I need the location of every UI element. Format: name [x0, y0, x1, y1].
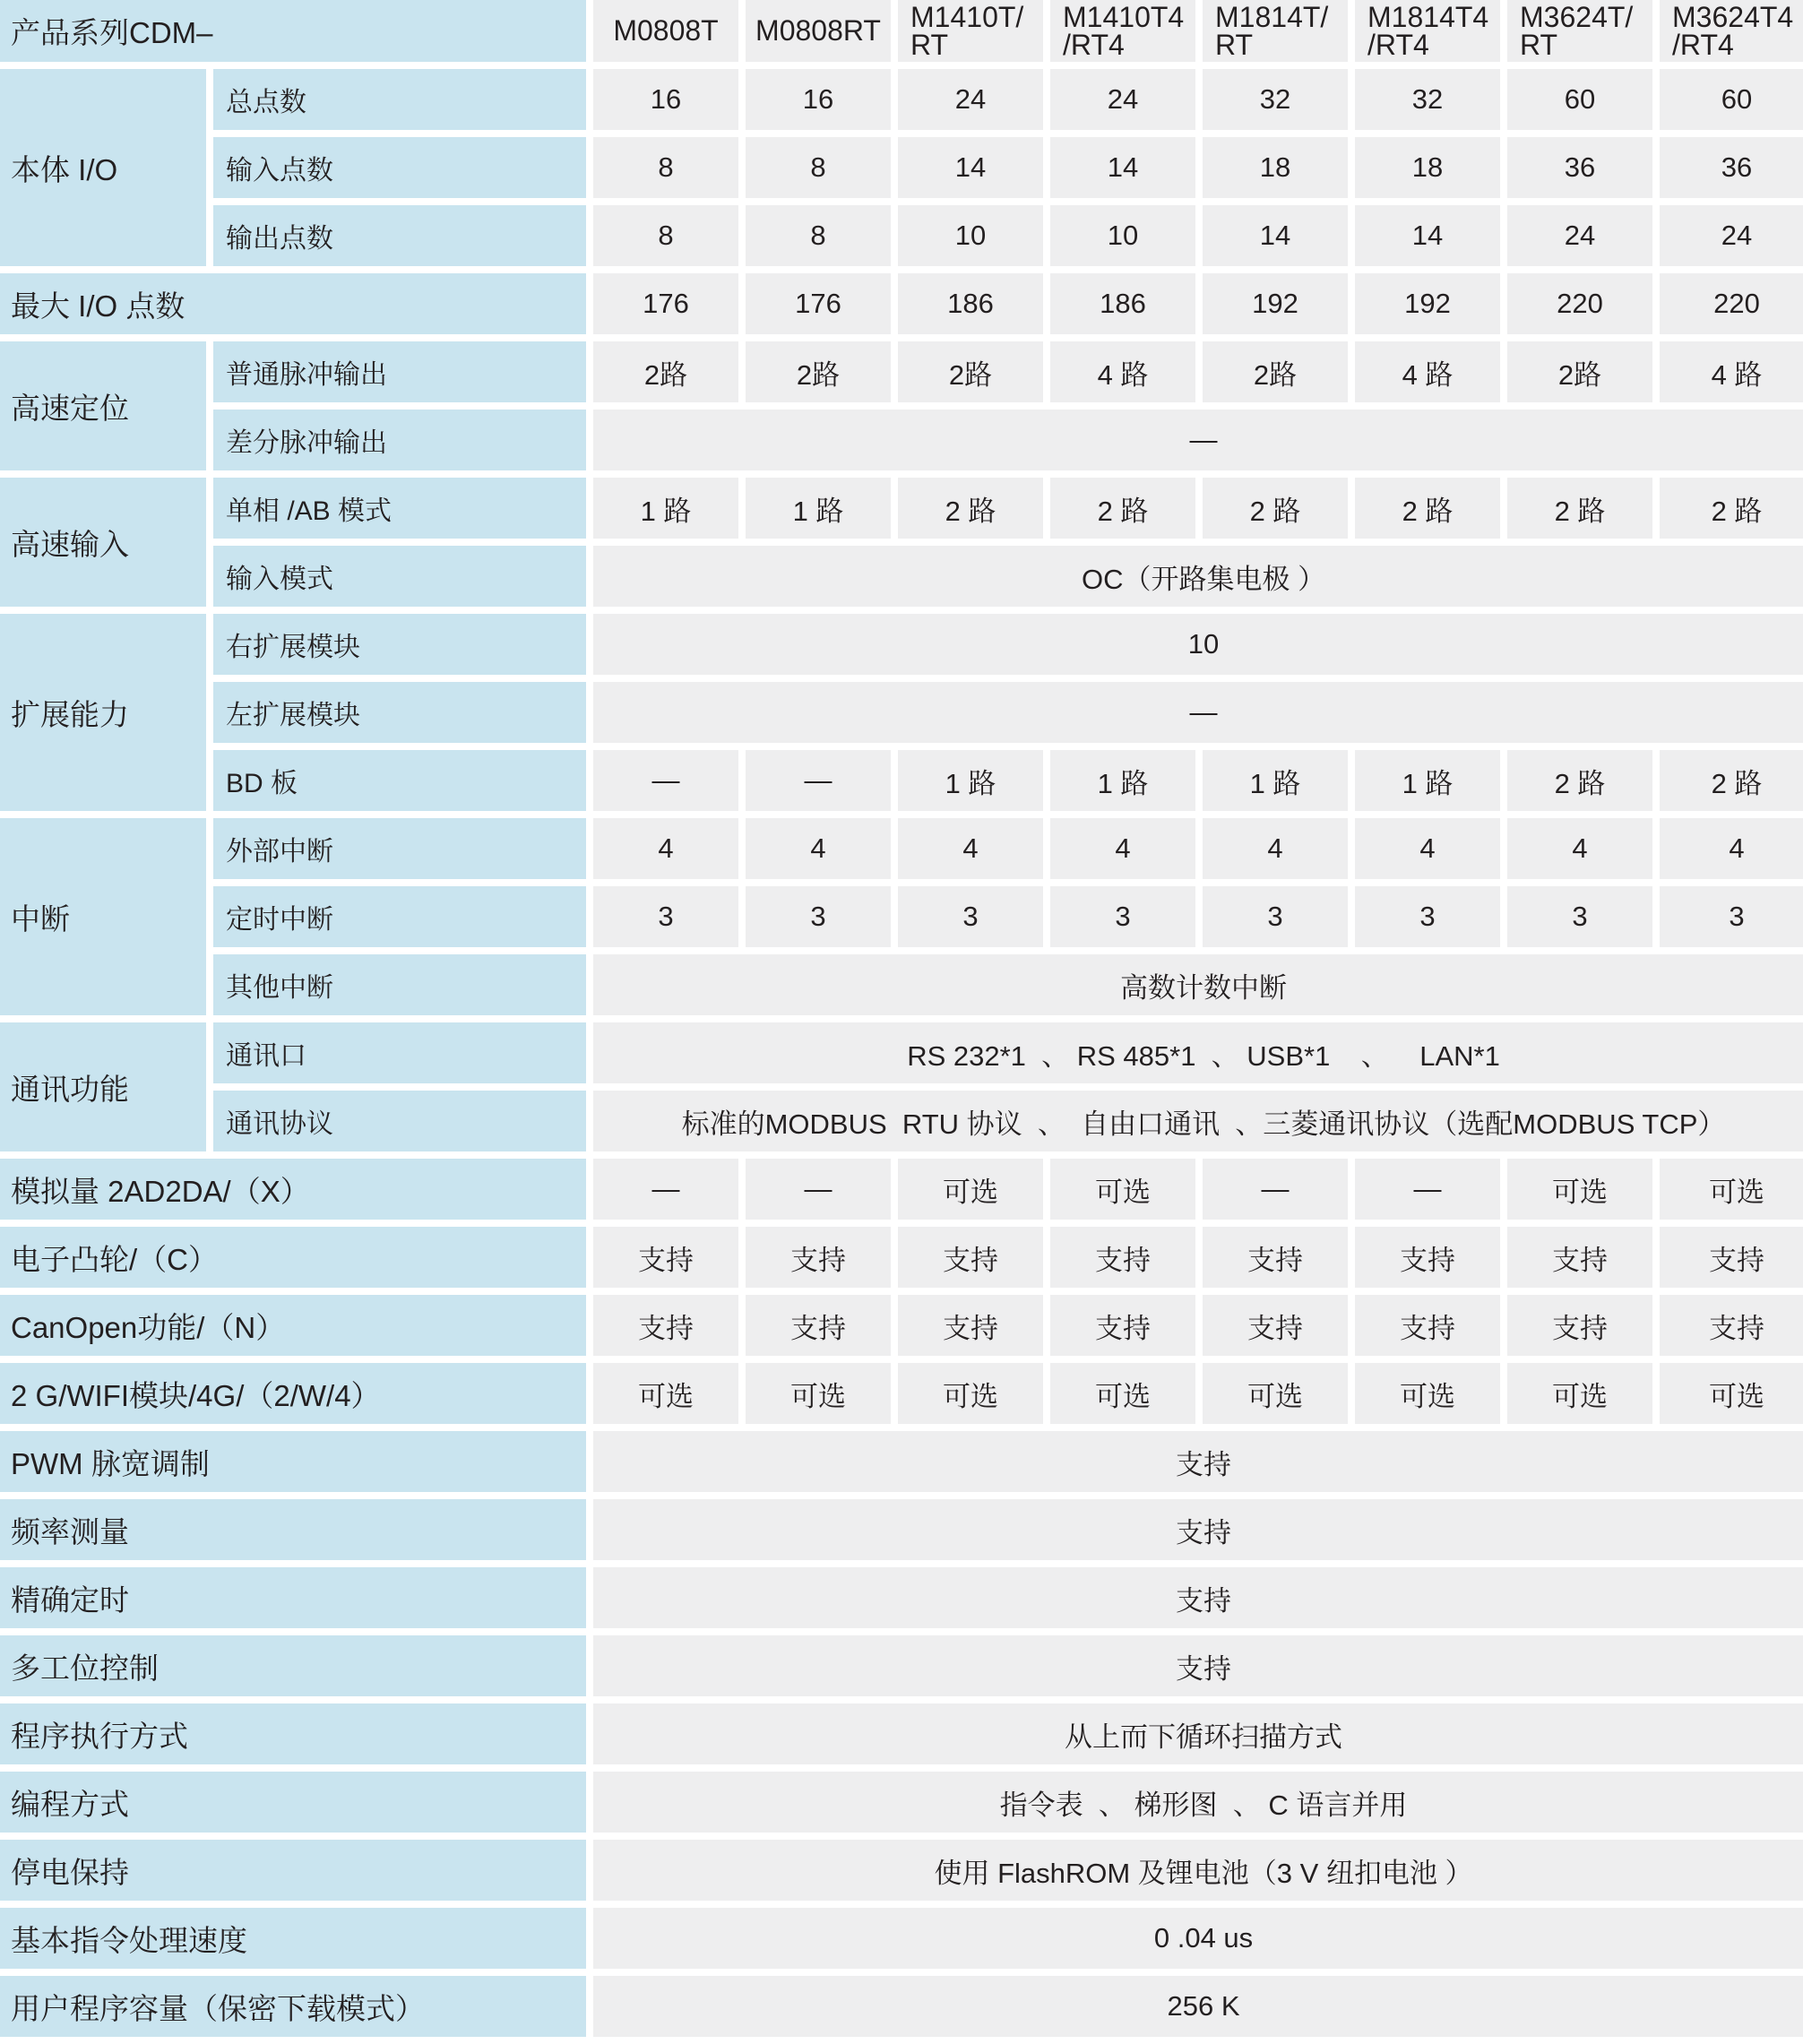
- value-cell: 24: [1507, 205, 1652, 266]
- value-cell: 32: [1203, 69, 1348, 130]
- row-comm-ports: [0, 1022, 1803, 1083]
- header-row: [0, 0, 1803, 62]
- value-cell: 2 路: [1507, 750, 1652, 811]
- value-cell: 4: [1203, 818, 1348, 879]
- value-cell: 4: [898, 818, 1043, 879]
- merged-value-cell: —: [593, 410, 1803, 470]
- sub-label: 总点数: [213, 69, 586, 130]
- merged-value-cell: 指令表 、 梯形图 、 C 语言并用: [593, 1772, 1803, 1833]
- sub-label: 其他中断: [213, 954, 586, 1015]
- row-capacity: [0, 1976, 1803, 2037]
- group-expansion: 扩展能力: [0, 614, 206, 811]
- value-cell: 4 路: [1050, 341, 1195, 402]
- row-bd-board: [0, 750, 1803, 811]
- value-cell: 支持: [1203, 1227, 1348, 1288]
- value-cell: 4: [593, 818, 738, 879]
- value-cell: —: [746, 1159, 891, 1220]
- merged-value-cell: 支持: [593, 1635, 1803, 1696]
- value-cell: 3: [898, 886, 1043, 947]
- value-cell: 支持: [1355, 1227, 1500, 1288]
- value-cell: 4: [1507, 818, 1652, 879]
- model-header: M1814T4 /RT4: [1355, 0, 1500, 62]
- value-cell: 220: [1660, 273, 1803, 334]
- value-cell: 3: [1355, 886, 1500, 947]
- value-cell: 3: [1050, 886, 1195, 947]
- value-cell: 36: [1660, 137, 1803, 198]
- value-cell: 32: [1355, 69, 1500, 130]
- value-cell: 2 路: [898, 478, 1043, 539]
- row-comm-protocol: [0, 1091, 1803, 1151]
- sub-label: 单相 /AB 模式: [213, 478, 586, 539]
- value-cell: 支持: [1355, 1295, 1500, 1356]
- sub-label: 输入点数: [213, 137, 586, 198]
- group-hs-positioning: 高速定位: [0, 341, 206, 470]
- value-cell: 60: [1507, 69, 1652, 130]
- row-single-ab: [0, 478, 1803, 539]
- sub-label: 右扩展模块: [213, 614, 586, 675]
- value-cell: 支持: [1660, 1227, 1803, 1288]
- model-header: M0808RT: [746, 0, 891, 62]
- value-cell: 支持: [746, 1227, 891, 1288]
- row-label: PWM 脉宽调制: [0, 1431, 586, 1492]
- merged-value-cell: 使用 FlashROM 及锂电池（3 V 纽扣电池 ）: [593, 1840, 1803, 1901]
- value-cell: 可选: [898, 1159, 1043, 1220]
- merged-value-cell: 0 .04 us: [593, 1908, 1803, 1969]
- value-cell: 8: [593, 137, 738, 198]
- row-label: 多工位控制: [0, 1635, 586, 1696]
- value-cell: 4 路: [1660, 341, 1803, 402]
- value-cell: 18: [1355, 137, 1500, 198]
- sub-label: 通讯协议: [213, 1091, 586, 1151]
- value-cell: 16: [593, 69, 738, 130]
- value-cell: 可选: [1507, 1363, 1652, 1424]
- merged-value-cell: RS 232*1 、 RS 485*1 、 USB*1 、 LAN*1: [593, 1022, 1803, 1083]
- sub-label: 通讯口: [213, 1022, 586, 1083]
- value-cell: 可选: [746, 1363, 891, 1424]
- value-cell: 支持: [1507, 1295, 1652, 1356]
- model-header: M3624T/ RT: [1507, 0, 1652, 62]
- value-cell: 24: [1050, 69, 1195, 130]
- value-cell: 4: [1660, 818, 1803, 879]
- value-cell: —: [593, 1159, 738, 1220]
- merged-value-cell: 256 K: [593, 1976, 1803, 2037]
- value-cell: 10: [1050, 205, 1195, 266]
- row-label: 精确定时: [0, 1567, 586, 1628]
- value-cell: 14: [1050, 137, 1195, 198]
- value-cell: 2 路: [1050, 478, 1195, 539]
- merged-value-cell: 从上而下循环扫描方式: [593, 1703, 1803, 1764]
- value-cell: 16: [746, 69, 891, 130]
- value-cell: 18: [1203, 137, 1348, 198]
- value-cell: 支持: [593, 1295, 738, 1356]
- value-cell: 可选: [1660, 1363, 1803, 1424]
- sub-label: 外部中断: [213, 818, 586, 879]
- merged-value-cell: 标准的MODBUS RTU 协议 、 自由口通讯 、三菱通讯协议（选配MODBUS TCP）: [593, 1091, 1803, 1151]
- row-output-points: [0, 205, 1803, 266]
- row-input-points: [0, 137, 1803, 198]
- model-header: M0808T: [593, 0, 738, 62]
- value-cell: 可选: [1050, 1363, 1195, 1424]
- merged-value-cell: —: [593, 682, 1803, 743]
- value-cell: 可选: [1355, 1363, 1500, 1424]
- value-cell: 可选: [1050, 1159, 1195, 1220]
- row-wireless: [0, 1363, 1803, 1424]
- value-cell: 10: [898, 205, 1043, 266]
- value-cell: 可选: [1203, 1363, 1348, 1424]
- group-hs-input: 高速输入: [0, 478, 206, 607]
- merged-value-cell: 高数计数中断: [593, 954, 1803, 1015]
- value-cell: 60: [1660, 69, 1803, 130]
- row-external-interrupt: [0, 818, 1803, 879]
- group-interrupt: 中断: [0, 818, 206, 1015]
- row-other-interrupt: [0, 954, 1803, 1015]
- value-cell: 3: [746, 886, 891, 947]
- model-header: M1410T/ RT: [898, 0, 1043, 62]
- value-cell: 支持: [1050, 1227, 1195, 1288]
- merged-value-cell: 10: [593, 614, 1803, 675]
- value-cell: 1 路: [1355, 750, 1500, 811]
- row-analog: [0, 1159, 1803, 1220]
- value-cell: 2路: [898, 341, 1043, 402]
- value-cell: 220: [1507, 273, 1652, 334]
- value-cell: 支持: [898, 1227, 1043, 1288]
- value-cell: 支持: [746, 1295, 891, 1356]
- value-cell: 3: [593, 886, 738, 947]
- row-multi-station: [0, 1635, 1803, 1696]
- value-cell: 14: [898, 137, 1043, 198]
- value-cell: 24: [1660, 205, 1803, 266]
- value-cell: 186: [1050, 273, 1195, 334]
- merged-value-cell: 支持: [593, 1499, 1803, 1560]
- value-cell: 36: [1507, 137, 1652, 198]
- value-cell: 3: [1203, 886, 1348, 947]
- value-cell: 支持: [593, 1227, 738, 1288]
- row-programming: [0, 1772, 1803, 1833]
- value-cell: 4: [1355, 818, 1500, 879]
- merged-value-cell: 支持: [593, 1431, 1803, 1492]
- row-max-io: [0, 273, 1803, 334]
- model-header: M1814T/ RT: [1203, 0, 1348, 62]
- value-cell: 176: [593, 273, 738, 334]
- sub-label: BD 板: [213, 750, 586, 811]
- row-label: 用户程序容量（保密下载模式）: [0, 1976, 586, 2037]
- value-cell: 支持: [1050, 1295, 1195, 1356]
- row-timing: [0, 1567, 1803, 1628]
- sub-label: 定时中断: [213, 886, 586, 947]
- value-cell: 24: [898, 69, 1043, 130]
- series-label: 产品系列CDM–: [0, 0, 586, 62]
- value-cell: 1 路: [593, 478, 738, 539]
- row-pwm: [0, 1431, 1803, 1492]
- row-label: 频率测量: [0, 1499, 586, 1560]
- value-cell: 186: [898, 273, 1043, 334]
- model-header: M1410T4 /RT4: [1050, 0, 1195, 62]
- row-label: 编程方式: [0, 1772, 586, 1833]
- value-cell: 2 路: [1660, 750, 1803, 811]
- value-cell: 4: [1050, 818, 1195, 879]
- value-cell: 可选: [593, 1363, 738, 1424]
- value-cell: 支持: [1203, 1295, 1348, 1356]
- value-cell: 192: [1355, 273, 1500, 334]
- value-cell: 14: [1355, 205, 1500, 266]
- value-cell: 8: [746, 205, 891, 266]
- value-cell: 支持: [898, 1295, 1043, 1356]
- row-right-expansion: [0, 614, 1803, 675]
- sub-label: 差分脉冲输出: [213, 410, 586, 470]
- value-cell: —: [1203, 1159, 1348, 1220]
- row-speed: [0, 1908, 1803, 1969]
- row-left-expansion: [0, 682, 1803, 743]
- value-cell: 2 路: [1203, 478, 1348, 539]
- row-input-mode: [0, 546, 1803, 607]
- row-exec-mode: [0, 1703, 1803, 1764]
- value-cell: —: [593, 750, 738, 811]
- row-retention: [0, 1840, 1803, 1901]
- group-body-io: 本体 I/O: [0, 69, 206, 266]
- value-cell: 支持: [1507, 1227, 1652, 1288]
- sub-label: 输出点数: [213, 205, 586, 266]
- group-comm: 通讯功能: [0, 1022, 206, 1151]
- model-header: M3624T4 /RT4: [1660, 0, 1803, 62]
- sub-label: 左扩展模块: [213, 682, 586, 743]
- value-cell: 176: [746, 273, 891, 334]
- merged-value-cell: 支持: [593, 1567, 1803, 1628]
- row-total-points: [0, 69, 1803, 130]
- value-cell: 1 路: [1203, 750, 1348, 811]
- sub-label: 普通脉冲输出: [213, 341, 586, 402]
- row-label: 模拟量 2AD2DA/（X）: [0, 1159, 586, 1220]
- value-cell: —: [746, 750, 891, 811]
- value-cell: 1 路: [898, 750, 1043, 811]
- value-cell: 2 路: [1660, 478, 1803, 539]
- value-cell: 2路: [1507, 341, 1652, 402]
- row-pulse-output: [0, 341, 1803, 402]
- row-cam: [0, 1227, 1803, 1288]
- merged-value-cell: OC（开路集电极 ）: [593, 546, 1803, 607]
- row-frequency: [0, 1499, 1803, 1560]
- value-cell: 14: [1203, 205, 1348, 266]
- row-label: 程序执行方式: [0, 1703, 586, 1764]
- value-cell: 可选: [1660, 1159, 1803, 1220]
- value-cell: 8: [593, 205, 738, 266]
- row-label: 停电保持: [0, 1840, 586, 1901]
- row-label: 最大 I/O 点数: [0, 273, 586, 334]
- value-cell: 4 路: [1355, 341, 1500, 402]
- value-cell: 可选: [898, 1363, 1043, 1424]
- value-cell: 2 路: [1507, 478, 1652, 539]
- value-cell: 支持: [1660, 1295, 1803, 1356]
- value-cell: 4: [746, 818, 891, 879]
- row-label: 2 G/WIFI模块/4G/（2/W/4）: [0, 1363, 586, 1424]
- row-label: 电子凸轮/（C）: [0, 1227, 586, 1288]
- value-cell: —: [1355, 1159, 1500, 1220]
- value-cell: 1 路: [746, 478, 891, 539]
- value-cell: 2路: [593, 341, 738, 402]
- row-timer-interrupt: [0, 886, 1803, 947]
- value-cell: 3: [1507, 886, 1652, 947]
- value-cell: 可选: [1507, 1159, 1652, 1220]
- value-cell: 192: [1203, 273, 1348, 334]
- row-diff-pulse: [0, 410, 1803, 470]
- row-canopen: [0, 1295, 1803, 1356]
- value-cell: 2路: [746, 341, 891, 402]
- value-cell: 3: [1660, 886, 1803, 947]
- row-label: CanOpen功能/（N）: [0, 1295, 586, 1356]
- value-cell: 2 路: [1355, 478, 1500, 539]
- sub-label: 输入模式: [213, 546, 586, 607]
- value-cell: 1 路: [1050, 750, 1195, 811]
- row-label: 基本指令处理速度: [0, 1908, 586, 1969]
- value-cell: 8: [746, 137, 891, 198]
- value-cell: 2路: [1203, 341, 1348, 402]
